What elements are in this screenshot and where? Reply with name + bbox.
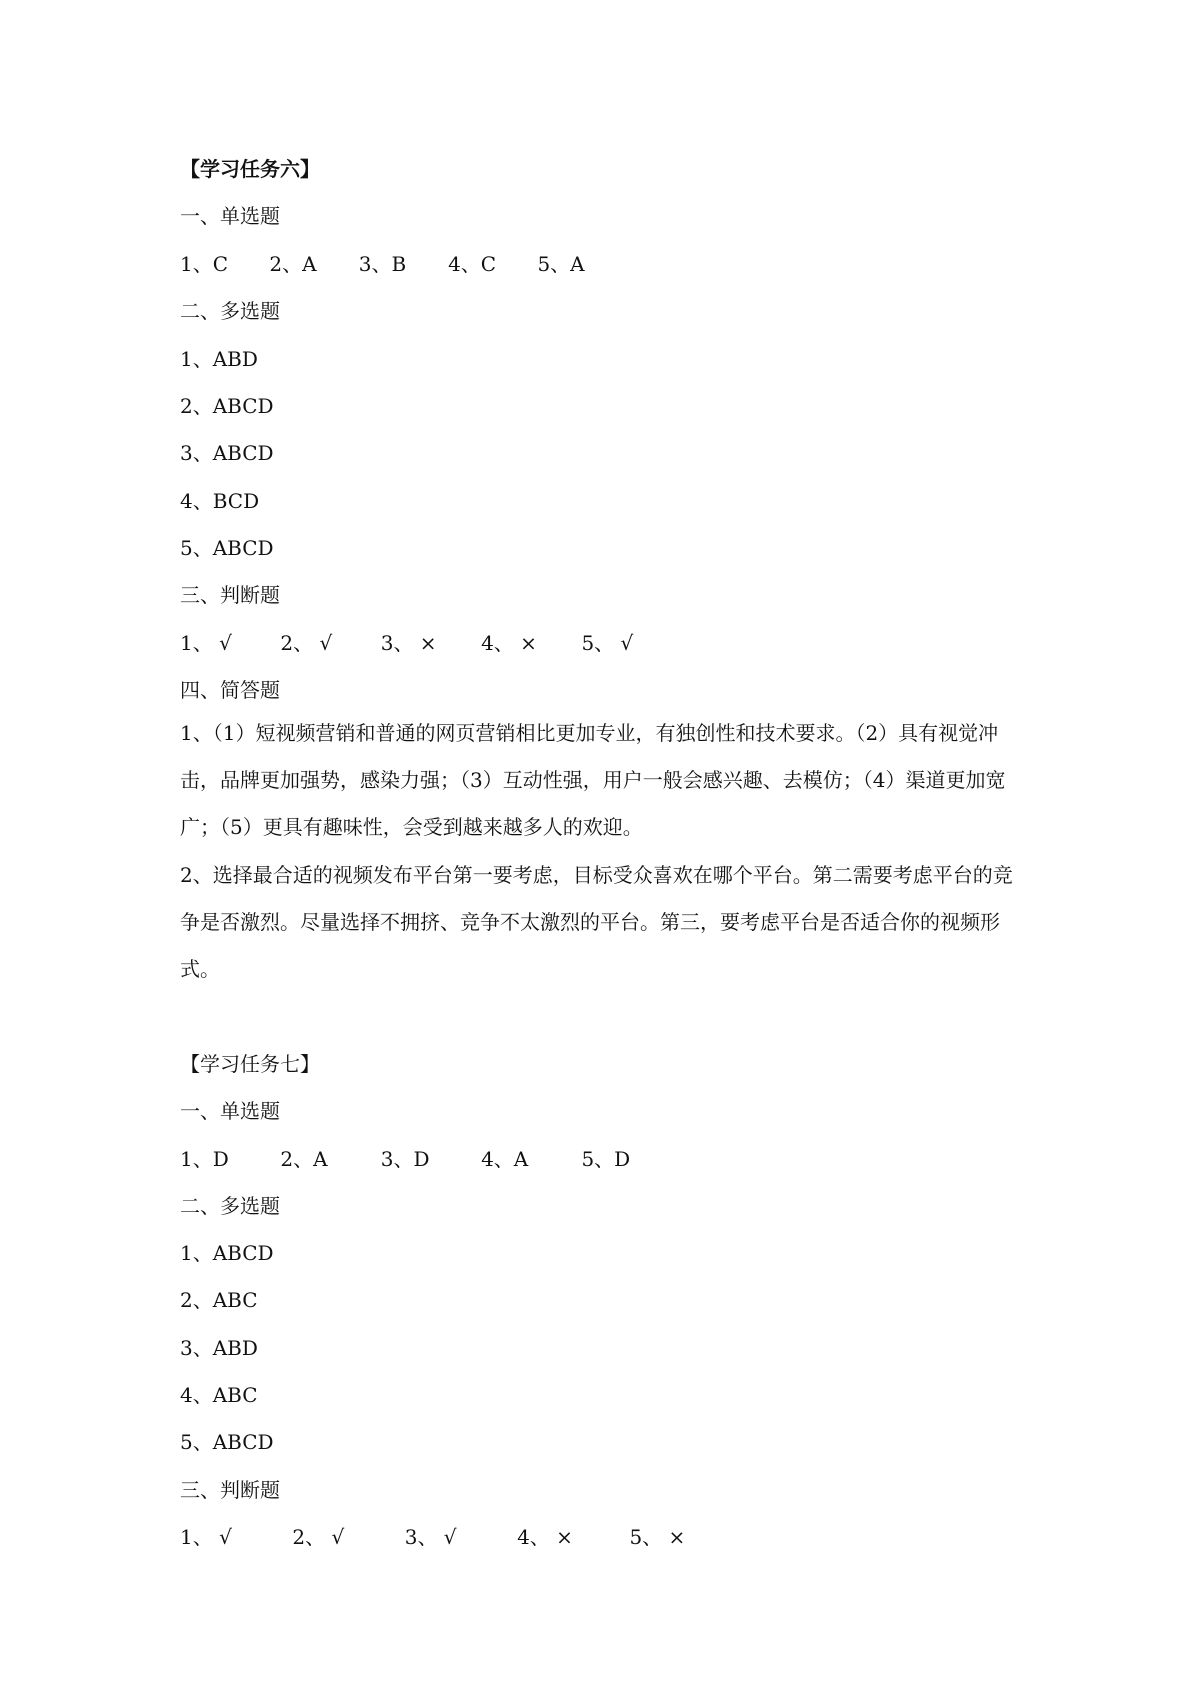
task7-multi-answer: 4、ABC (180, 1383, 258, 1407)
task6-short-answer-1: 1、（1）短视频营销和普通的网页营销相比更加专业，有独创性和技术要求。（2）具有视觉冲击，品牌更加强势，感染力强；（3）互动性强，用户一般会感兴趣、去模仿；（4）渠道更加宽广；（5）更具有趣味性，会受到越来越多人的欢迎。 (180, 721, 1006, 839)
answer-item: 1、C (180, 252, 229, 276)
task6-single-choice-title: 一、单选题 (180, 204, 280, 228)
answer-item: 1、D (180, 1147, 229, 1171)
answer-item: 3、B (358, 252, 407, 276)
answer-item: 2、 √ (292, 1525, 345, 1549)
answer-item: 4、 × (481, 631, 537, 655)
answer-item: 3、 √ (404, 1525, 457, 1549)
answer-item: 1、 √ (180, 1525, 232, 1549)
answer-item: 5、D (581, 1147, 631, 1171)
answer-item: 4、A (481, 1147, 529, 1171)
answer-item: 4、 × (517, 1525, 573, 1549)
task6-short-answer-2: 2、选择最合适的视频发布平台第一要考虑，目标受众喜欢在哪个平台。第二需要考虑平台的竞争是否激烈。尽量选择不拥挤、竞争不太激烈的平台。第三，要考虑平台是否适合你的视频形式。 (180, 863, 1013, 981)
task7-multi-answer: 1、ABCD (180, 1241, 274, 1265)
answer-item: 1、 √ (180, 631, 232, 655)
answer-item: 5、 × (629, 1525, 686, 1549)
task6-multi-answer: 3、ABCD (180, 441, 274, 465)
task6-multi-answer: 5、ABCD (180, 536, 274, 560)
answer-item: 2、A (280, 1147, 328, 1171)
task7-multi-answer: 3、ABD (180, 1336, 258, 1360)
answer-item: 5、A (537, 252, 585, 276)
answer-item: 5、 √ (581, 631, 634, 655)
task7-multi-choice-title: 二、多选题 (180, 1194, 280, 1218)
task7-single-choice-answers (180, 1147, 630, 1171)
task7-judgement-answers (180, 1525, 685, 1549)
answer-item: 3、 × (380, 631, 437, 655)
task6-multi-answer: 2、ABCD (180, 394, 274, 418)
task6-short-answer-title: 四、简答题 (180, 678, 280, 702)
task6-judgement-title: 三、判断题 (180, 583, 280, 607)
task7-heading: 【学习任务七】 (180, 1052, 320, 1076)
task7-multi-answer: 5、ABCD (180, 1430, 274, 1454)
answer-item: 2、 √ (280, 631, 333, 655)
answer-item: 3、D (380, 1147, 430, 1171)
task6-multi-answer: 1、ABD (180, 347, 258, 371)
task7-multi-answer: 2、ABC (180, 1288, 258, 1312)
answer-item: 2、A (269, 252, 317, 276)
task6-multi-answer: 4、BCD (180, 489, 260, 513)
task6-single-choice-answers (180, 252, 585, 276)
answer-item: 4、C (448, 252, 497, 276)
task7-single-choice-title: 一、单选题 (180, 1099, 280, 1123)
task6-judgement-answers (180, 631, 633, 655)
task6-heading: 【学习任务六】 (180, 157, 320, 181)
task7-judgement-title: 三、判断题 (180, 1478, 280, 1502)
task6-multi-choice-title: 二、多选题 (180, 299, 280, 323)
